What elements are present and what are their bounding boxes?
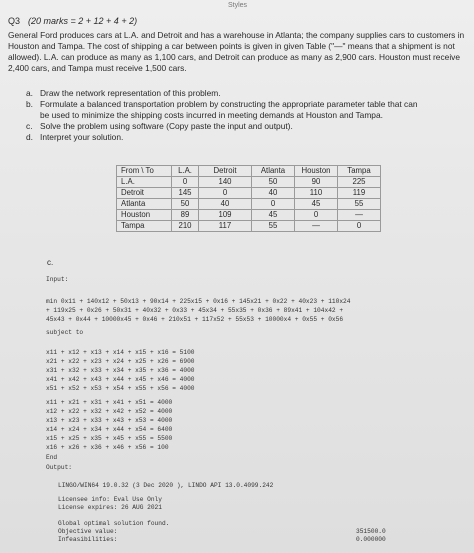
table-row — [117, 210, 381, 221]
code-line: x31 + x32 + x33 + x34 + x35 + x36 = 4000 — [46, 367, 195, 374]
lindo-version-line: LINGO/WIN64 19.0.32 (3 Dec 2020 ), LINDO API 13.0.4099.242 — [58, 482, 274, 489]
problem-statement: General Ford produces cars at L.A. and Detroit and has a warehouse in Atlanta; the company supplies cars to customers in Houston and Tampa. The cost of shipping a car between points is given in given Table ("—" means that a shipment is not allowed). L.A. can produce as many as 1,100 cars, and Detroit can produce as many as 2,900 cars. Houston must receive 2,400 cars, and Tampa must receive 1,500 cars. — [8, 30, 465, 73]
table-row — [117, 199, 381, 210]
styles-label: Styles — [228, 2, 248, 9]
table-cell: 210 — [172, 221, 199, 232]
table-header-cell: Detroit — [199, 166, 252, 177]
table-cell: 55 — [252, 221, 295, 232]
output-label: Output: — [46, 464, 72, 471]
table-cell: 89 — [172, 210, 199, 221]
table-header-cell: L.A. — [172, 166, 199, 177]
table-cell: 0 — [199, 188, 252, 199]
row-header: Houston — [117, 210, 172, 221]
code-line: min 0x11 + 140x12 + 50x13 + 90x14 + 225x15 + 0x16 + 145x21 + 0x22 + 40x23 + 110x24 — [46, 298, 351, 305]
solution-summary — [58, 520, 169, 544]
part-item: d. Interpret your solution. — [26, 132, 124, 142]
row-header: Tampa — [117, 221, 172, 232]
part-item: c. Solve the problem using software (Copy paste the input and output). — [26, 121, 293, 131]
table-header-cell: From \ To — [117, 166, 172, 177]
part-item: a. Draw the network representation of this problem. — [26, 88, 221, 98]
code-line: x11 + x21 + x31 + x41 + x51 = 4000 — [46, 399, 173, 406]
code-line: x41 + x42 + x43 + x44 + x45 + x46 = 4000 — [46, 376, 195, 383]
table-cell: 50 — [252, 177, 295, 188]
row-header: L.A. — [117, 177, 172, 188]
objective-function — [46, 297, 350, 324]
table-cell: 119 — [338, 188, 381, 199]
table-cell: 40 — [199, 199, 252, 210]
table-row — [117, 221, 381, 232]
code-line: x15 + x25 + x35 + x45 + x55 = 5500 — [46, 435, 173, 442]
input-label: Input: — [46, 276, 69, 283]
table-header-row — [117, 166, 381, 177]
table-cell: — — [338, 210, 381, 221]
code-line: x13 + x23 + x33 + x43 + x53 = 4000 — [46, 417, 173, 424]
table-cell: 0 — [252, 199, 295, 210]
code-line: x21 + x22 + x23 + x24 + x25 + x26 = 6900 — [46, 358, 195, 365]
code-line: Objective value: — [58, 528, 118, 535]
code-line: x16 + x26 + x36 + x46 + x56 = 100 — [46, 444, 169, 451]
code-line: 45x43 + 0x44 + 10000x45 + 0x46 + 210x51 + 117x52 + 55x53 + 10000x4 + 0x55 + 0x56 — [46, 316, 344, 323]
code-line: Licensee info: Eval Use Only — [58, 496, 162, 503]
code-line: Infeasibilities: — [58, 536, 118, 543]
end-label: End — [46, 454, 58, 461]
question-marks: (20 marks = 2 + 12 + 4 + 2) — [28, 16, 138, 26]
table-cell: 0 — [295, 210, 338, 221]
table-cell: 110 — [295, 188, 338, 199]
table-row — [117, 177, 381, 188]
table-cell: 0 — [338, 221, 381, 232]
table-cell: 90 — [295, 177, 338, 188]
solution-values — [356, 528, 386, 544]
parts-list — [26, 88, 466, 143]
table-cell: 140 — [199, 177, 252, 188]
table-cell: 109 — [199, 210, 252, 221]
code-line: Global optimal solution found. — [58, 520, 170, 527]
supply-constraints — [46, 348, 195, 393]
code-line: + 119x25 + 0x26 + 50x31 + 40x32 + 0x33 + 45x34 + 55x35 + 0x36 + 89x41 + 104x42 + — [46, 307, 344, 314]
table-cell: 45 — [252, 210, 295, 221]
demand-constraints — [46, 398, 172, 452]
shipping-cost-table — [116, 165, 381, 232]
code-line: x14 + x24 + x34 + x44 + x54 = 6400 — [46, 426, 173, 433]
license-info — [58, 496, 162, 512]
row-header: Detroit — [117, 188, 172, 199]
table-header-cell: Atlanta — [252, 166, 295, 177]
question-heading — [8, 16, 137, 26]
code-line: License expires: 26 AUG 2021 — [58, 504, 162, 511]
table-cell: 55 — [338, 199, 381, 210]
code-line: x12 + x22 + x32 + x42 + x52 = 4000 — [46, 408, 173, 415]
table-header-cell: Houston — [295, 166, 338, 177]
part-label: c. — [47, 258, 54, 267]
table-cell: 0 — [172, 177, 199, 188]
table-cell: 50 — [172, 199, 199, 210]
table-row — [117, 188, 381, 199]
table-cell: 45 — [295, 199, 338, 210]
code-line: x11 + x12 + x13 + x14 + x15 + x16 = 5100 — [46, 349, 195, 356]
table-header-cell: Tampa — [338, 166, 381, 177]
table-cell: 40 — [252, 188, 295, 199]
infeasibilities-value: 0.000000 — [356, 536, 386, 543]
table-cell: 145 — [172, 188, 199, 199]
subject-to-label: subject to — [46, 329, 84, 336]
table-cell: — — [295, 221, 338, 232]
question-number: Q3 — [8, 16, 21, 26]
row-header: Atlanta — [117, 199, 172, 210]
part-item: b. Formulate a balanced transportation problem by constructing the appropriate parameter table that can be used to minimize the shipping costs incurred in meeting demands at Houston and Tampa. — [26, 99, 418, 120]
table-cell: 225 — [338, 177, 381, 188]
table-cell: 117 — [199, 221, 252, 232]
code-line: x51 + x52 + x53 + x54 + x55 + x56 = 4000 — [46, 385, 195, 392]
objective-value: 351500.0 — [356, 528, 386, 535]
